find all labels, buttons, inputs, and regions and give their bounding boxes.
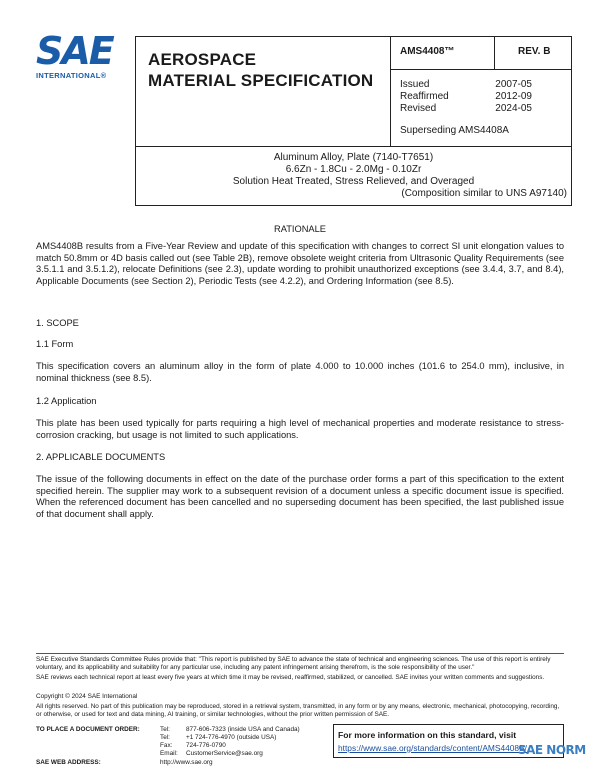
- divider: [390, 37, 391, 146]
- divider: [494, 37, 495, 69]
- rationale-heading: RATIONALE: [273, 224, 326, 234]
- email-label: Email:: [160, 750, 178, 757]
- reaffirmed-date: 2012-09: [495, 91, 532, 102]
- section-1-2-text: This plate has been used typically for parts requiring a high level of mechanical properties and moderate resistance to stress-corrosion cracking, but usage is not limited to such applications.: [36, 418, 564, 440]
- rationale-text: AMS4408B results from a Five-Year Review and update of this specification with changes to correct SI unit elongation values to match 50.8mm or 4D basis called out (see Table 2B), remove obsolete weight criteria from Ultrasonic Quality Requirements (see 3.5.1.1 and 3.5.1.2), relocate Definitions (see 2.3), update wording to prohibit unauthorized exceptions (see 3.4.4, 3.7, and 8.4), Applicable Documents (see Section 2), Periodic Tests (see 4.2.2), and Ordering Information (see 8.5).: [36, 241, 564, 286]
- footer-rules-text: SAE Executive Standards Committee Rules provide that: "This report is published by SAE to advance the state of technical and engineering sciences. The use of this report is entirely voluntary, and its applicability and suitability for any particular use, including any patent infringement arising therefrom, is the sole responsibility of the user.": [36, 656, 551, 671]
- section-2-heading: 2. APPLICABLE DOCUMENTS: [36, 452, 166, 462]
- revision-label: REV. B: [518, 46, 551, 57]
- email-address[interactable]: CustomerService@sae.org: [186, 750, 263, 757]
- logo-mark: SAE: [36, 29, 113, 73]
- revised-date: 2024-05: [495, 103, 532, 114]
- footer-rule: [36, 653, 564, 654]
- tel-outside: +1 724-776-4970 (outside USA): [186, 734, 277, 741]
- tel-label: Tel:: [160, 734, 170, 741]
- more-info-text: For more information on this standard, visit: [338, 730, 517, 740]
- watermark-logo: SAE NORM: [518, 743, 586, 757]
- section-1-2-heading: 1.2 Application: [36, 396, 97, 406]
- footer-rights-text: All rights reserved. No part of this publication may be reproduced, stored in a retrieval system, transmitted, in any form or by any means, electronic, mechanical, photocopying, recording, or otherwise, or used for text and data mining, AI training, or similar technologies, without the prior written permission of SAE.: [36, 703, 560, 718]
- footer-review-text: SAE reviews each technical report at least every five years at which time it may be revised, reaffirmed, stabilized, or cancelled. SAE invites your written comments and suggestions.: [36, 674, 545, 681]
- superseding-note: Superseding AMS4408A: [400, 125, 509, 136]
- section-1-heading: 1. SCOPE: [36, 318, 79, 328]
- divider: [136, 146, 571, 147]
- subject-line-1: Aluminum Alloy, Plate (7140-T7651): [273, 152, 434, 163]
- fax-number: 724-776-0790: [186, 742, 226, 749]
- document-number: AMS4408™: [400, 46, 455, 57]
- tel-inside: 877-606-7323 (inside USA and Canada): [186, 726, 300, 733]
- divider: [390, 69, 572, 70]
- title-line-2: MATERIAL SPECIFICATION: [148, 71, 374, 90]
- web-address[interactable]: http://www.sae.org: [160, 759, 213, 766]
- footer-copyright: Copyright © 2024 SAE International: [36, 693, 138, 700]
- doc-type-title: [148, 49, 373, 91]
- revised-label: Revised: [400, 103, 437, 114]
- standard-link[interactable]: https://www.sae.org/standards/content/AMS4408B/: [338, 743, 528, 753]
- fax-label: Fax:: [160, 742, 173, 749]
- title-line-1: AEROSPACE: [148, 50, 257, 69]
- section-2-text: The issue of the following documents in effect on the date of the purchase order forms a part of this specification to the extent specified herein. The supplier may work to a subsequent revision of a document unless a specific document issue is specified. When the referenced document has been cancelled and no superseding document has been specified, the last published issue of that document shall apply.: [36, 474, 564, 519]
- logo-subtitle: INTERNATIONAL®: [36, 71, 107, 80]
- section-1-1-heading: 1.1 Form: [36, 339, 74, 349]
- sae-logo: [36, 29, 120, 80]
- web-label: SAE WEB ADDRESS:: [36, 759, 101, 766]
- subject-line-4: (Composition similar to UNS A97140): [401, 188, 567, 199]
- subject-line-2: 6.6Zn - 1.8Cu - 2.0Mg - 0.10Zr: [285, 164, 422, 175]
- order-label: TO PLACE A DOCUMENT ORDER:: [36, 726, 140, 733]
- reaffirmed-label: Reaffirmed: [400, 91, 449, 102]
- tel-label: Tel:: [160, 726, 170, 733]
- section-1-1-text: This specification covers an aluminum alloy in the form of plate 4.000 to 10.000 inches (101.6 to 254.0 mm), inclusive, in nominal thickness (see 8.5).: [36, 361, 564, 383]
- issued-date: 2007-05: [495, 79, 532, 90]
- issued-label: Issued: [400, 79, 430, 90]
- header-box: [135, 36, 572, 206]
- subject-line-3: Solution Heat Treated, Stress Relieved, and Overaged: [232, 176, 475, 187]
